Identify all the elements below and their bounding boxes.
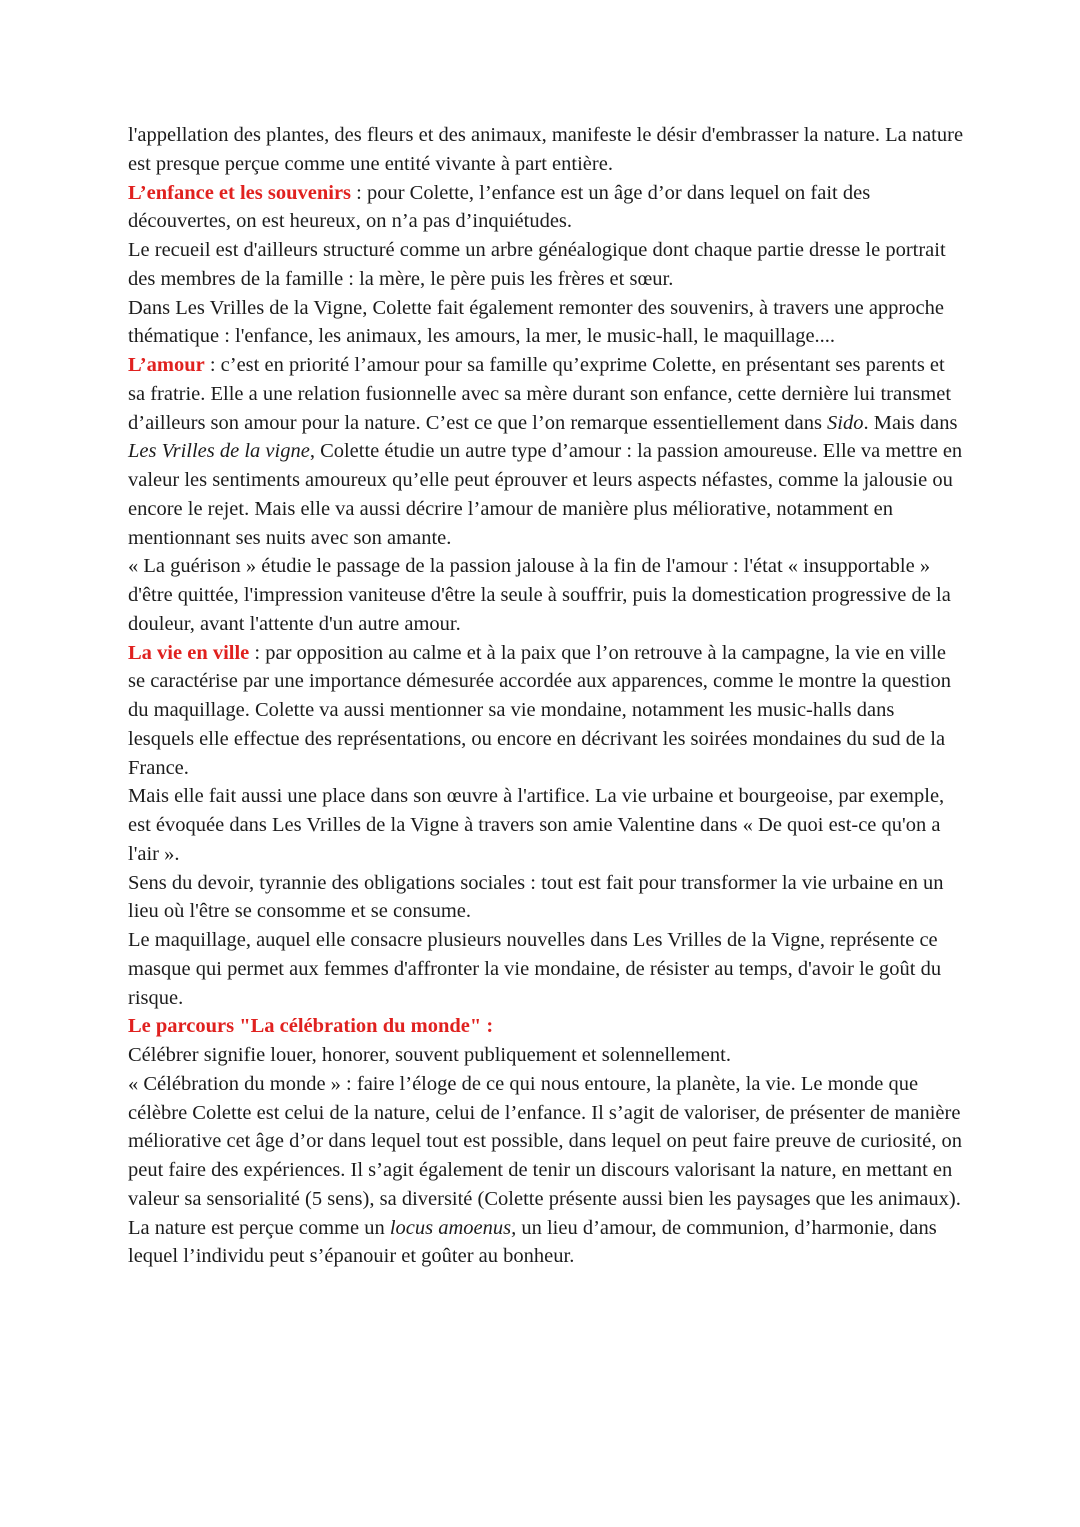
text-run: : c’est en priorité l’amour pour sa famille qu’exprime Colette, en présentant ses parents et sa fratrie. Elle a une relation fusionnelle avec sa mère durant son enfance, cette dernière lui transmet d’ailleurs son amour pour la nature. C’est ce que l’on remarque essentiellement dans xyxy=(128,354,952,434)
text-run: « La guérison » étudie le passage de la passion jalouse à la fin de l'amour : l'état « insupportable » d'être quittée, l'impression vaniteuse d'être la seule à souffrir, puis la domestication progressive de la douleur, avant l'attente d'un autre amour. xyxy=(128,555,951,635)
section-heading: L’enfance et les souvenirs xyxy=(128,181,352,204)
paragraph xyxy=(128,121,964,179)
paragraph xyxy=(128,1041,964,1070)
paragraph xyxy=(128,294,964,352)
text-run: Le recueil est d'ailleurs structuré comme un arbre généalogique dont chaque partie dresse le portrait des membres de la famille : la mère, le père puis les frères et sœur. xyxy=(128,239,946,290)
text-run: Mais elle fait aussi une place dans son œuvre à l'artifice. La vie urbaine et bourgeoise, par exemple, est évoquée dans Les Vrilles de la Vigne à travers son amie Valentine dans « De quoi est-ce qu'on a l'air ». xyxy=(128,785,945,865)
text-run: Sens du devoir, tyrannie des obligations sociales : tout est fait pour transformer la vie urbaine en un lieu où l'être se consomme et se consume. xyxy=(128,871,944,923)
document-body xyxy=(128,121,964,1271)
section-heading: La vie en ville xyxy=(128,641,250,664)
paragraph xyxy=(128,236,964,294)
work-title-italic: locus amoenus, xyxy=(389,1216,517,1239)
paragraph xyxy=(128,1012,964,1041)
paragraph xyxy=(128,869,964,927)
text-run: , Colette étudie un autre type d’amour : la passion amoureuse. Elle va mettre en valeur les sentiments amoureux qu’elle peut éprouver et leurs aspects néfastes, comme la jalousie ou encore le rejet. Mais elle va aussi décrire l’amour de manière plus méliorative, notamment en mentionnant ses nuits avec son amante. xyxy=(128,440,963,549)
paragraph xyxy=(128,351,964,552)
paragraph xyxy=(128,926,964,1012)
paragraph xyxy=(128,552,964,638)
text-run: : pour Colette, l’enfance est un âge d’or dans lequel on fait des découvertes, on est heureux, on n’a pas d’inquiétudes. xyxy=(128,181,871,233)
paragraph xyxy=(128,179,964,237)
paragraph xyxy=(128,782,964,868)
text-run: Dans Les Vrilles de la Vigne, Colette fait également remonter des souvenirs, à travers une approche thématique : l'enfance, les animaux, les amours, la mer, le music-hall, le maquillage.... xyxy=(128,296,944,348)
paragraph xyxy=(128,639,964,783)
text-run: Le maquillage, auquel elle consacre plusieurs nouvelles dans Les Vrilles de la Vigne, représente ce masque qui permet aux femmes d'affronter la vie mondaine, de résister au temps, d'avoir le goût du risque. xyxy=(128,929,942,1009)
section-heading: L’amour xyxy=(128,354,205,376)
text-run: un lieu d’amour, de communion, d’harmonie, dans lequel l’individu peut s’épanouir et goûter au bonheur. xyxy=(128,1216,937,1268)
work-title-italic: Sido xyxy=(827,411,864,434)
work-title-italic: Les Vrilles de la vigne xyxy=(128,440,310,463)
paragraph xyxy=(128,1070,964,1271)
section-heading: Le parcours "La célébration du monde" : xyxy=(128,1015,494,1038)
text-run: . Mais dans xyxy=(863,411,958,434)
text-run: « Célébration du monde » : faire l’éloge de ce qui nous entoure, la planète, la vie. Le monde que célèbre Colette est celui de la nature, celui de l’enfance. Il s’agit de valoriser, de présenter de manière méliorative cet âge d’or dans lequel tout est possible, dans lequel on peut faire preuve de curiosité, on peut faire des expériences. Il s’agit également de tenir un discours valorisant la nature, en mettant en valeur sa sensorialité (5 sens), sa diversité (Colette présente aussi bien les paysages que les animaux). La nature est perçue comme un xyxy=(128,1072,962,1239)
text-run: l'appellation des plantes, des fleurs et des animaux, manifeste le désir d'embrasser la nature. La nature est presque perçue comme une entité vivante à part entière. xyxy=(128,124,964,175)
text-run: Célébrer signifie louer, honorer, souvent publiquement et solennellement. xyxy=(128,1044,731,1066)
text-run: : par opposition au calme et à la paix que l’on retrouve à la campagne, la vie en ville se caractérise par une importance démesurée accordée aux apparences, comme le montre la question du maquillage. Colette va aussi mentionner sa vie mondaine, notamment les music-halls dans lesquels elle effectue des représentations, ou encore en décrivant les soirées mondaines du sud de la France. xyxy=(128,641,952,779)
